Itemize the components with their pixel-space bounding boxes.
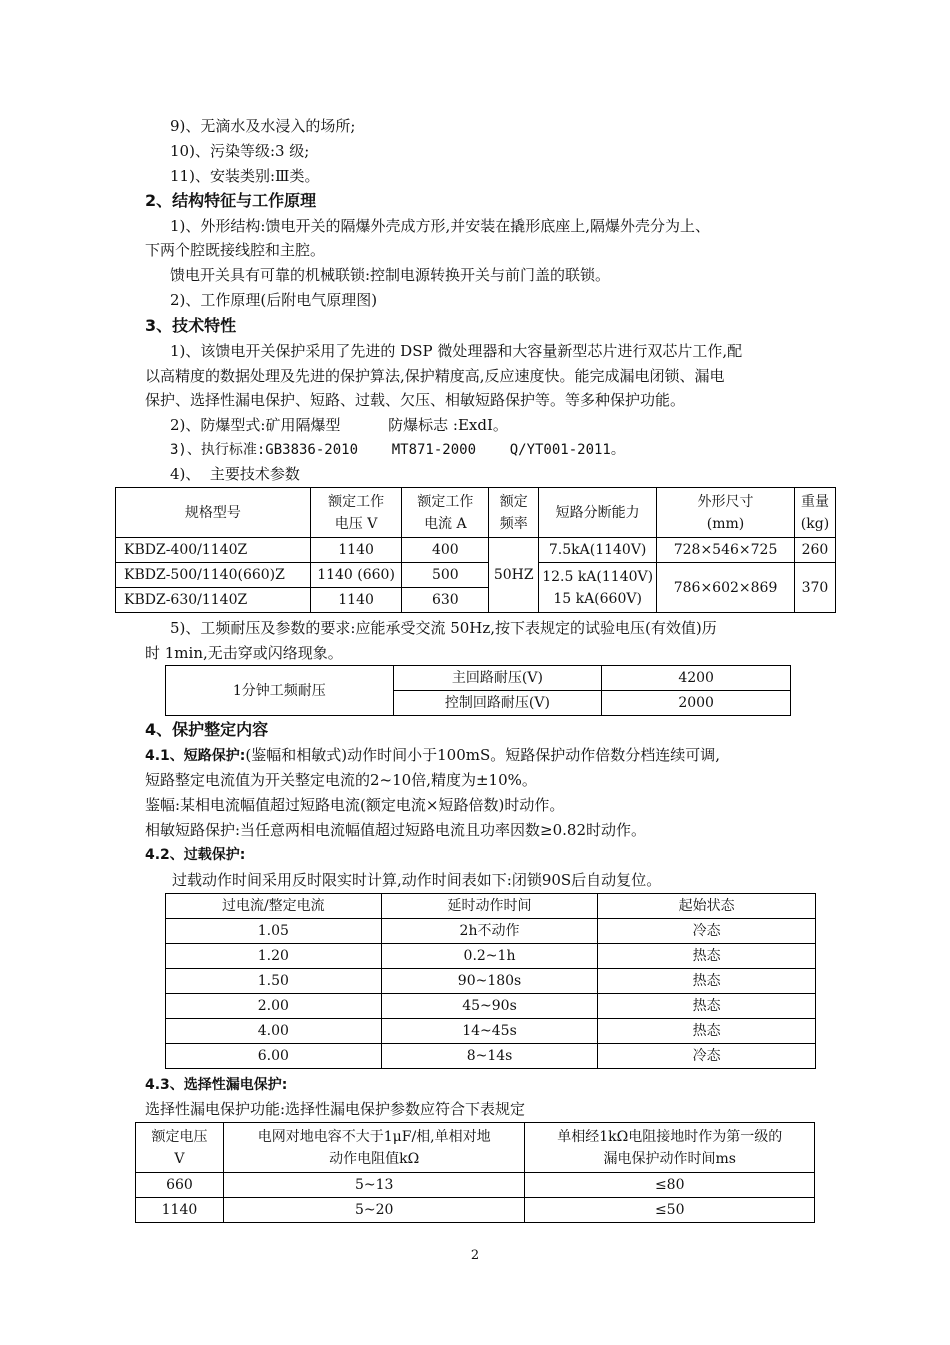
paragraph: 选择性漏电保护功能:选择性漏电保护参数应符合下表规定 xyxy=(145,1100,526,1118)
table-cell: 1.05 xyxy=(166,919,382,944)
header-cell: 重量 (kg) xyxy=(794,488,835,538)
table-cell: 2.00 xyxy=(166,994,382,1019)
header-cell: 额定电压 V xyxy=(136,1123,224,1173)
header-cell: 规格型号 xyxy=(116,488,311,538)
table-row: KBDZ-500/1140(660)Z 1140 (660) 500 12.5 kA(1140V) 15 kA(660V) 786×602×869 370 xyxy=(116,563,836,588)
table-cell: 6.00 xyxy=(166,1044,382,1069)
header-cell: 额定工作 电流 A xyxy=(402,488,489,538)
table-cell: 冷态 xyxy=(598,1044,816,1069)
table-cell: 热态 xyxy=(598,1019,816,1044)
paragraph: 过载动作时间采用反时限实时计算,动作时间表如下:闭锁90S后自动复位。 xyxy=(172,871,662,889)
table-row: 控制回路耐压(V) 2000 xyxy=(166,691,791,716)
paragraph: 时 1min,无击穿或闪络现象。 xyxy=(145,644,343,662)
subsection-4-1-title: 4.1、短路保护: xyxy=(145,748,246,764)
table-cell: 1.50 xyxy=(166,969,382,994)
page-number: 2 xyxy=(470,1248,480,1263)
table-cell: 冷态 xyxy=(598,919,816,944)
table-cell: 660 xyxy=(136,1173,224,1198)
table-cell: 90~180s xyxy=(381,969,598,994)
paragraph: 3)、执行标准:GB3836-2010 MT871-2000 Q/YT001-2011。 xyxy=(170,442,625,458)
table-row xyxy=(166,1019,816,1044)
paragraph: 保护、选择性漏电保护、短路、过载、欠压、相敏短路保护等。等多种保护功能。 xyxy=(145,391,686,409)
table-row xyxy=(136,1198,815,1223)
paragraph: 4)、 主要技术参数 xyxy=(170,465,300,483)
item-9: 9)、无滴水及水浸入的场所; xyxy=(170,117,356,135)
paragraph: 2)、工作原理(后附电气原理图) xyxy=(170,291,378,309)
table-cell: 14~45s xyxy=(381,1019,598,1044)
table-cell: ≤80 xyxy=(525,1173,815,1198)
table-cell: 热态 xyxy=(598,969,816,994)
leakage-protection-table xyxy=(135,1122,815,1223)
paragraph: 以高精度的数据处理及先进的保护算法,保护精度高,反应速度快。能完成漏电闭锁、漏电 xyxy=(145,367,725,385)
overload-table xyxy=(165,893,816,1069)
table-cell: 5~13 xyxy=(223,1173,525,1198)
table-row xyxy=(166,1044,816,1069)
table-row xyxy=(166,944,816,969)
paragraph: 5)、工频耐压及参数的要求:应能承受交流 50Hz,按下表规定的试验电压(有效值)历 xyxy=(170,619,717,637)
table-row xyxy=(136,1173,815,1198)
section-2-heading: 2、结构特征与工作原理 xyxy=(145,191,317,210)
header-cell: 外形尺寸 (mm) xyxy=(657,488,795,538)
header-cell: 起始状态 xyxy=(598,894,816,919)
spec-table xyxy=(115,487,836,613)
header-cell: 延时动作时间 xyxy=(381,894,598,919)
section-4-heading: 4、保护整定内容 xyxy=(145,720,269,739)
table-row: 1分钟工频耐压 主回路耐压(V) 4200 xyxy=(166,666,791,691)
header-cell: 额定 频率 xyxy=(489,488,539,538)
table-cell: 5~20 xyxy=(223,1198,525,1223)
table-cell: 1140 xyxy=(136,1198,224,1223)
paragraph: 1)、该馈电开关保护采用了先进的 DSP 微处理器和大容量新型芯片进行双芯片工作,配 xyxy=(170,342,743,360)
table-cell: 2h不动作 xyxy=(381,919,598,944)
subsection-4-2-title: 4.2、过载保护: xyxy=(145,847,246,863)
paragraph: 短路整定电流值为开关整定电流的2~10倍,精度为±10%。 xyxy=(145,771,537,789)
paragraph: 4.1、短路保护:(鉴幅和相敏式)动作时间小于100mS。短路保护动作倍数分档连续可调, xyxy=(145,746,721,764)
subsection-4-3-title: 4.3、选择性漏电保护: xyxy=(145,1077,288,1093)
table-cell: 1.20 xyxy=(166,944,382,969)
paragraph: 2)、防爆型式:矿用隔爆型 防爆标志 :ExdI。 xyxy=(170,416,508,434)
table-cell: 0.2~1h xyxy=(381,944,598,969)
table-row: KBDZ-630/1140Z 1140 630 xyxy=(116,588,836,613)
paragraph: 1)、外形结构:馈电开关的隔爆外壳成方形,并安装在撬形底座上,隔爆外壳分为上、 xyxy=(170,217,710,235)
item-10: 10)、污染等级:3 级; xyxy=(170,142,310,160)
paragraph: 馈电开关具有可靠的机械联锁:控制电源转换开关与前门盖的联锁。 xyxy=(170,266,611,284)
table-row: KBDZ-400/1140Z 1140 400 50HZ 7.5kA(1140V) 728×546×725 260 xyxy=(116,538,836,563)
table-cell: 4.00 xyxy=(166,1019,382,1044)
header-cell: 短路分断能力 xyxy=(539,488,657,538)
table-cell: 热态 xyxy=(598,944,816,969)
header-cell: 单相经1kΩ电阻接地时作为第一级的 漏电保护动作时间ms xyxy=(525,1123,815,1173)
paragraph: 相敏短路保护:当任意两相电流幅值超过短路电流且功率因数≥0.82时动作。 xyxy=(145,821,647,839)
withstand-voltage-table xyxy=(165,665,791,716)
paragraph: 鉴幅:某相电流幅值超过短路电流(额定电流×短路倍数)时动作。 xyxy=(145,796,565,814)
table-cell: 8~14s xyxy=(381,1044,598,1069)
table-row xyxy=(166,994,816,1019)
table-row xyxy=(166,919,816,944)
header-cell: 电网对地电容不大于1μF/相,单相对地 动作电阻值kΩ xyxy=(223,1123,525,1173)
section-3-heading: 3、技术特性 xyxy=(145,316,237,335)
table-cell: ≤50 xyxy=(525,1198,815,1223)
header-cell: 额定工作 电压 V xyxy=(310,488,402,538)
item-11: 11)、安装类别:Ⅲ类。 xyxy=(170,167,320,185)
table-cell: 45~90s xyxy=(381,994,598,1019)
paragraph: 下两个腔既接线腔和主腔。 xyxy=(145,241,326,259)
table-row xyxy=(166,969,816,994)
header-cell: 过电流/整定电流 xyxy=(166,894,382,919)
table-cell: 热态 xyxy=(598,994,816,1019)
